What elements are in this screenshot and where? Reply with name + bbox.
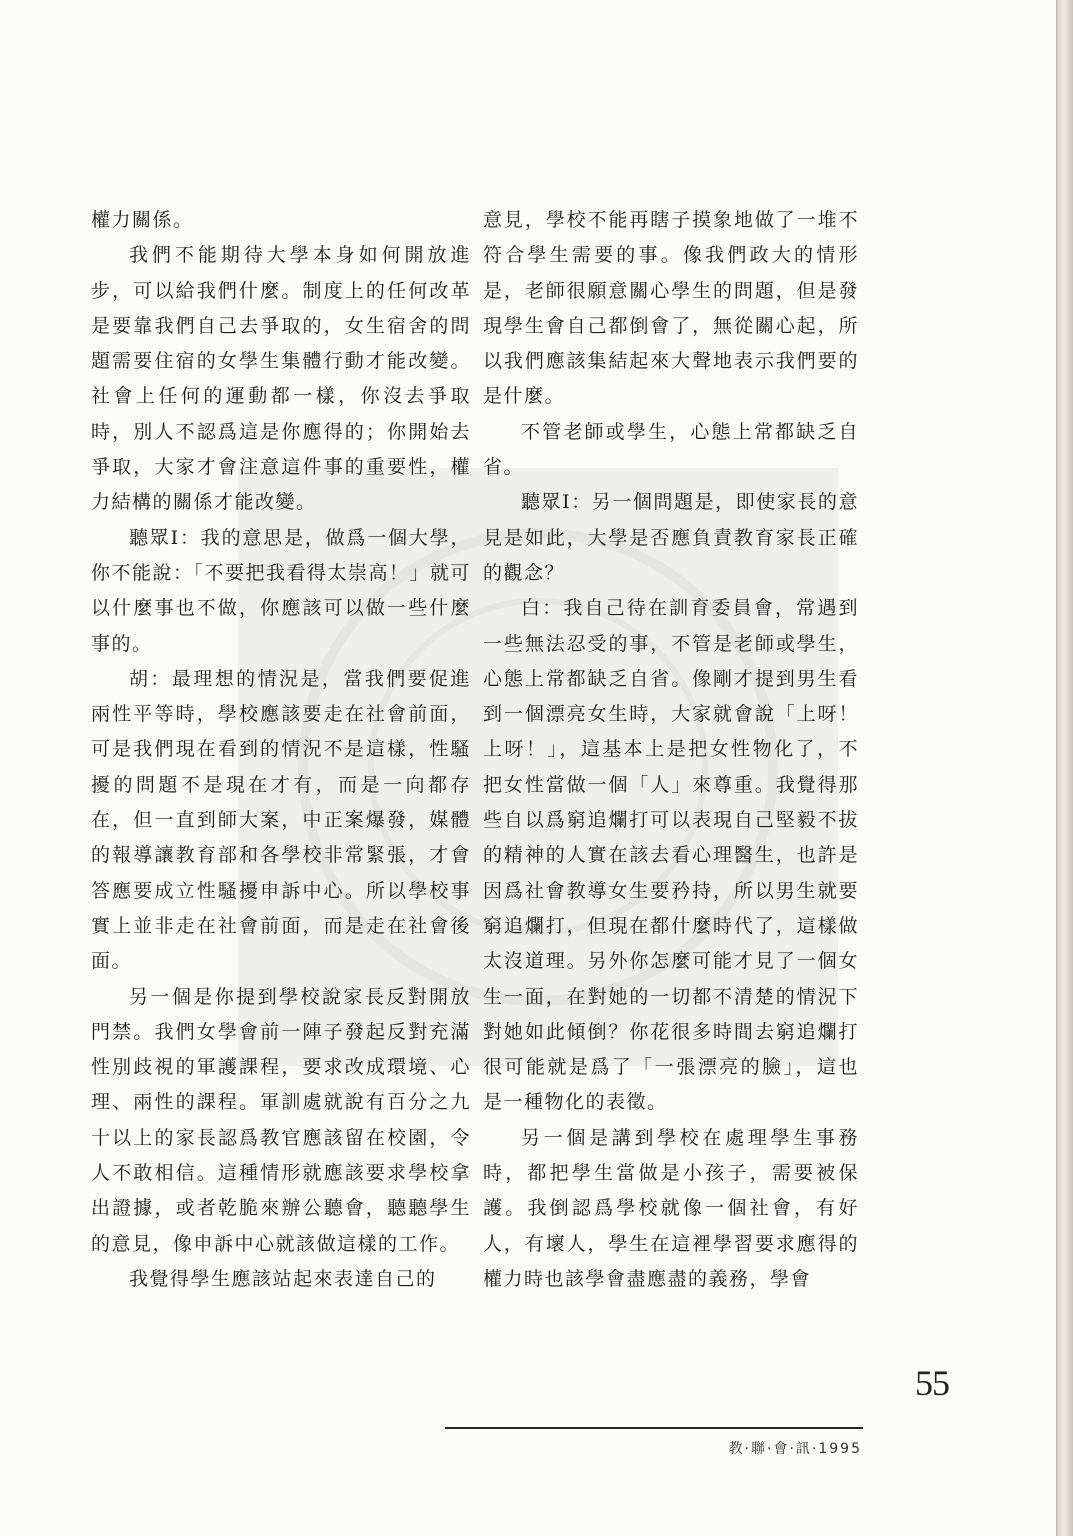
right-paragraph: 聽眾I：另一個問題是，即使家長的意見是如此，大學是否應負責教育家長正確的觀念？	[483, 491, 859, 584]
right-paragraph: 意見，學校不能再瞎子摸象地做了一堆不符合學生需要的事。像我們政大的情形是，老師很願意關心學生的問題，但是發現學生會自己都倒會了，無從關心起，所以我們應該集結起來大聲地表示我們要的是什麼。	[483, 209, 859, 408]
left-column	[91, 203, 471, 1297]
page-number: 55	[915, 1363, 949, 1403]
left-paragraph: 我們不能期待大學本身如何開放進步，可以給我們什麼。制度上的任何改革是要靠我們自己去爭取的，女生宿舍的問題需要住宿的女學生集體行動才能改變。社會上任何的運動都一樣，你沒去爭取時，別人不認爲這是你應得的；你開始去爭取，大家才會注意這件事的重要性，權力結構的關係才能改變。	[91, 244, 471, 514]
right-column	[483, 203, 859, 1297]
left-paragraph: 我覺得學生應該站起來表達自己的	[129, 1267, 437, 1290]
left-paragraph: 聽眾I：我的意思是，做爲一個大學，你不能說：「不要把我看得太崇高！」就可以什麼事也不做，你應該可以做一些什麼事的。	[91, 526, 472, 655]
right-paragraph: 不管老師或學生，心態上常都缺乏自省。	[483, 420, 859, 479]
book-spine	[1057, 0, 1073, 1536]
footer-rule	[445, 1427, 863, 1429]
left-paragraph: 權力關係。	[91, 209, 194, 231]
left-paragraph: 另一個是你提到學校說家長反對開放門禁。我們女學會前一陣子發起反對充滿性別歧視的軍護課程，要求改成環境、心理、兩性的課程。軍訓處就說有百分之九十以上的家長認爲教官應該留在校園，令人不敢相信。這種情形就應該要求學校拿出證據，或者乾脆來辦公聽會，聽聽學生的意見，像申訴中心就該做這樣的工作。	[91, 985, 471, 1255]
footer-publication: 教·聯·會·訊·1995	[728, 1441, 862, 1457]
right-paragraph: 白：我自己待在訓育委員會，常遇到一些無法忍受的事，不管是老師或學生，心態上常都缺乏自省。像剛才提到男生看到一個漂亮女生時，大家就會說「上呀！上呀！」，這基本上是把女性物化了，不把女性當做一個「人」來尊重。我覺得那些自以爲窮追爛打可以表現自己堅毅不拔的精神的人實在該去看心理醫生，也許是因爲社會教導女生要矜持，所以男生就要窮追爛打，但現在都什麼時代了，這樣做太沒道理。另外你怎麼可能才見了一個女生一面，在對她的一切都不清楚的情況下對她如此傾倒？你花很多時間去窮追爛打很可能就是爲了「一張漂亮的臉」，這也是一種物化的表徵。	[483, 597, 859, 1114]
left-paragraph: 胡：最理想的情況是，當我們要促進兩性平等時，學校應該要走在社會前面，可是我們現在看到的情況不是這樣，性騷擾的問題不是現在才有，而是一向都存在，但一直到師大案，中正案爆發，媒體的報導讓教育部和各學校非常緊張，才會答應要成立性騷擾申訴中心。所以學校事實上並非走在社會前面，而是走在社會後面。	[91, 667, 471, 973]
right-paragraph: 另一個是講到學校在處理學生事務時，都把學生當做是小孩子，需要被保護。我倒認爲學校就像一個社會，有好人，有壞人，學生在這裡學習要求應得的權力時也該學會盡應盡的義務，學會	[483, 1126, 859, 1290]
